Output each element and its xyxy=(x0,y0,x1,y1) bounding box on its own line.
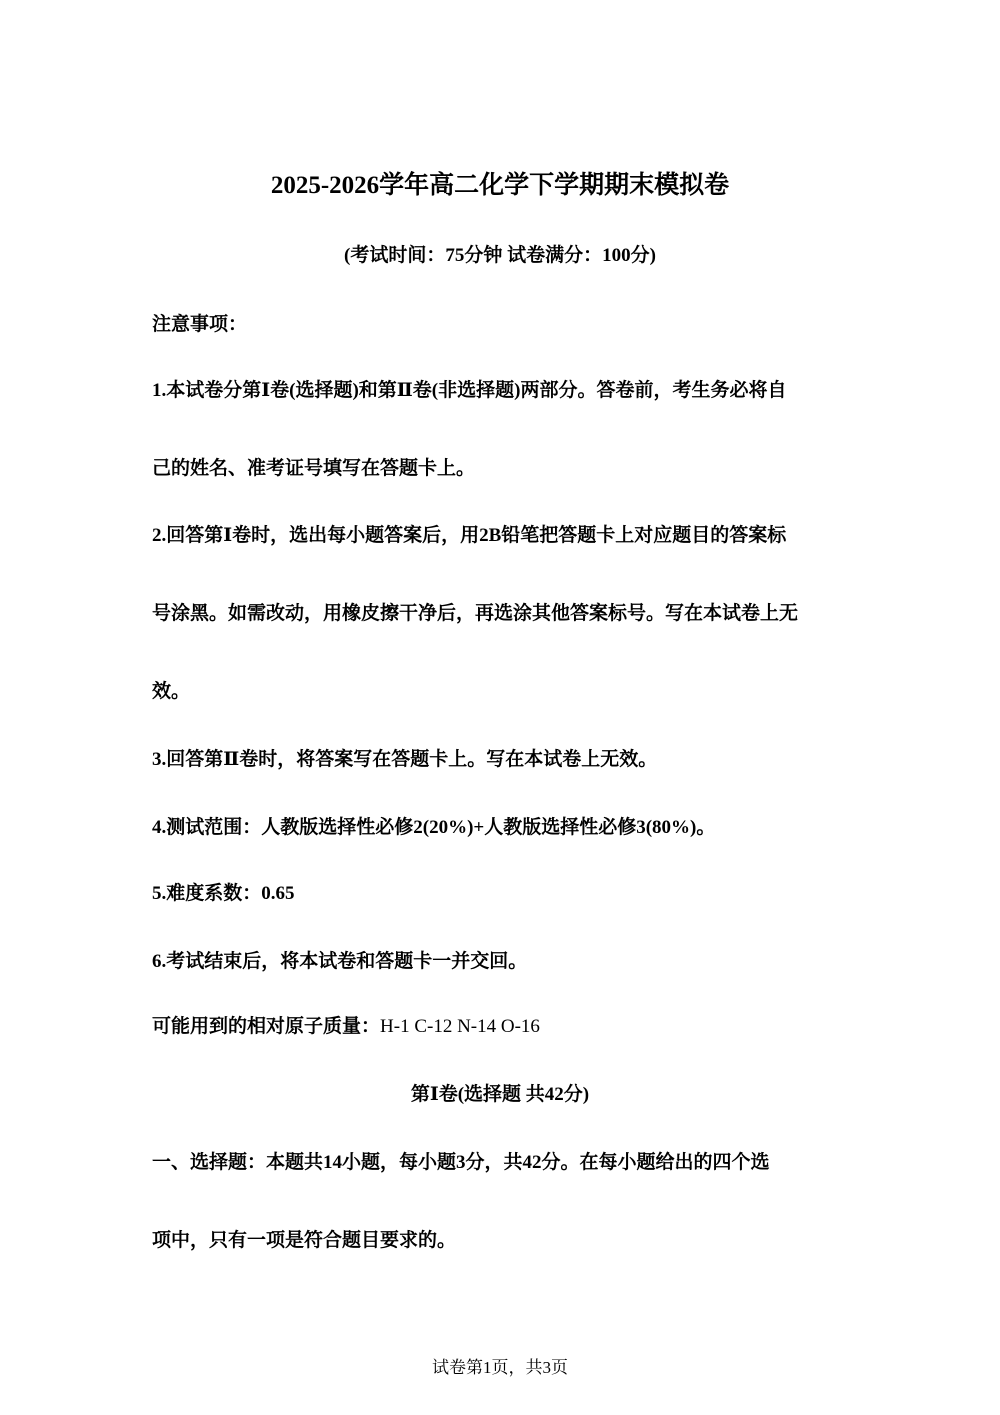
notice-item-3: 3.回答第Ⅱ卷时，将答案写在答题卡上。写在本试卷上无效。 xyxy=(152,749,658,770)
section-1-heading: 第Ⅰ卷(选择题 共42分) xyxy=(410,1084,590,1105)
section-1-instructions-line-1: 一、选择题：本题共14小题，每小题3分，共42分。在每小题给出的四个选 xyxy=(152,1152,770,1173)
notice-item-1-line-2: 己的姓名、准考证号填写在答题卡上。 xyxy=(152,458,476,479)
section-1-instructions-line-2: 项中，只有一项是符合题目要求的。 xyxy=(152,1230,457,1251)
exam-subtitle: (考试时间：75分钟 试卷满分：100分) xyxy=(344,245,656,266)
notice-item-2-line-3: 效。 xyxy=(152,681,191,702)
notice-item-2-line-2: 号涂黑。如需改动，用橡皮擦干净后，再选涂其他答案标号。写在本试卷上无 xyxy=(152,603,799,624)
notice-item-5: 5.难度系数：0.65 xyxy=(152,883,295,904)
atomic-mass-label: 可能用到的相对原子质量： xyxy=(152,1016,381,1037)
notice-item-1-line-1: 1.本试卷分第Ⅰ卷(选择题)和第Ⅱ卷(非选择题)两部分。答卷前，考生务必将自 xyxy=(152,380,787,401)
notice-heading: 注意事项： xyxy=(152,314,248,335)
page-footer: 试卷第1页，共3页 xyxy=(432,1358,568,1377)
exam-title: 2025-2026学年高二化学下学期期末模拟卷 xyxy=(270,172,730,199)
notice-item-4: 4.测试范围：人教版选择性必修2(20%)+人教版选择性必修3(80%)。 xyxy=(152,817,716,838)
notice-item-2-line-1: 2.回答第Ⅰ卷时，选出每小题答案后，用2B铅笔把答题卡上对应题目的答案标 xyxy=(152,525,787,546)
notice-item-6: 6.考试结束后，将本试卷和答题卡一并交回。 xyxy=(152,951,528,972)
atomic-mass-values: H-1 C-12 N-14 O-16 xyxy=(380,1016,540,1037)
atomic-mass-row xyxy=(152,1014,540,1040)
